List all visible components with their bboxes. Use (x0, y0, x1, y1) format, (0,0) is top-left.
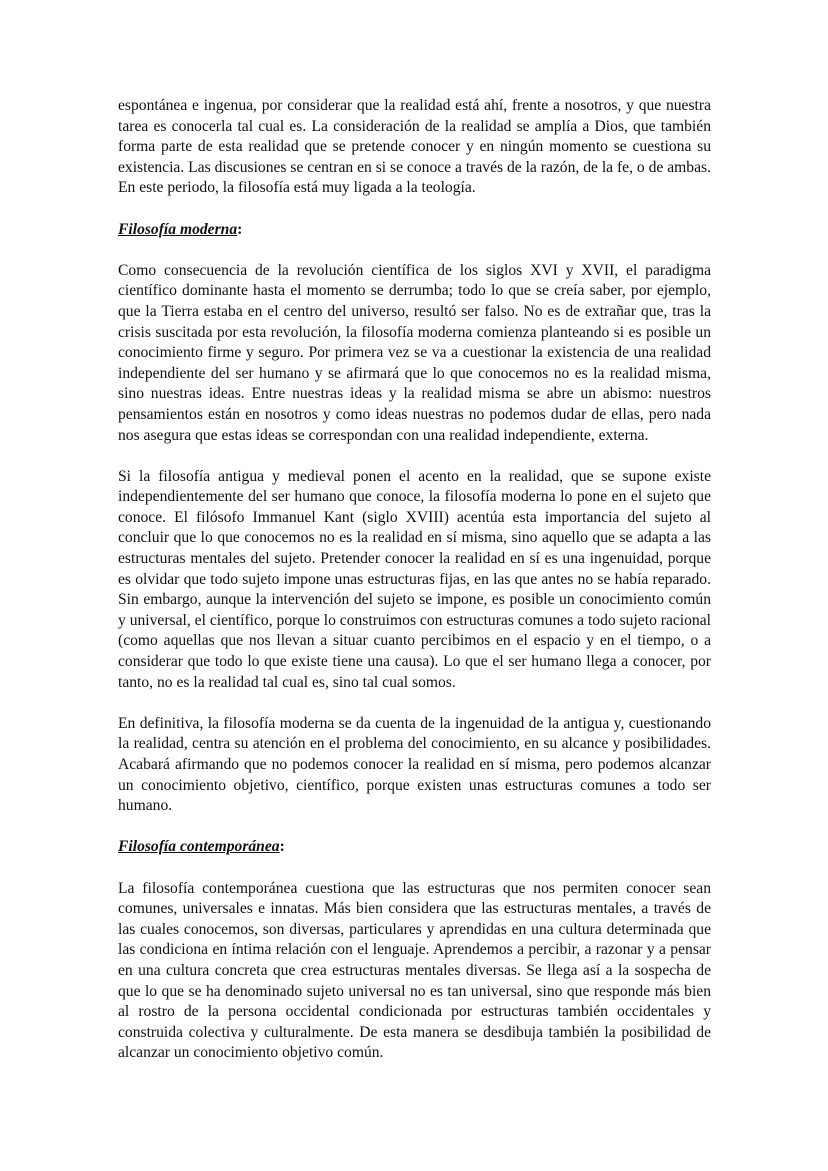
section-heading-moderna-colon: : (237, 220, 243, 238)
section-heading-moderna-text: Filosofía moderna (118, 220, 238, 238)
section-heading-contemporanea-text: Filosofía contemporánea (118, 838, 280, 856)
section-heading-contemporanea-colon: : (279, 838, 285, 856)
section-heading-contemporanea (118, 837, 711, 858)
contemporanea-paragraph-1: La filosofía contemporánea cuestiona que las estructuras que nos permiten conocer sean comunes, universales e innatas. Más bien considera que las estructuras mentales, a través de las cuales conocemos, son diversas, particulares y aprendidas en una cultura determinada que las condiciona en íntima relación con el lenguaje. Aprendemos a percibir, a razonar y a pensar en una cultura concreta que crea estructuras mentales diversas. Se llega así a la sospecha de que lo que se ha denominado sujeto universal no es tan universal, sino que responde más bien al rostro de la persona occidental condicionada por estructuras también occidentales y construida colectiva y culturalmente. De esta manera se desdibuja también la posibilidad de alcanzar un conocimiento objetivo común. (118, 879, 711, 1062)
moderna-paragraph-1: Como consecuencia de la revolución científica de los siglos XVI y XVII, el paradigma científico dominante hasta el momento se derrumba; todo lo que se creía saber, por ejemplo, que la Tierra estaba en el centro del universo, resultó ser falso. No es de extrañar que, tras la crisis suscitada por esta revolución, la filosofía moderna comienza planteando si es posible un conocimiento firme y seguro. Por primera vez se va a cuestionar la existencia de una realidad independiente del ser humano y se afirmará que lo que conocemos no es la realidad misma, sino nuestras ideas. Entre nuestras ideas y la realidad misma se abre un abismo: nuestros pensamientos están en nosotros y como ideas nuestras no podemos dudar de ellas, pero nada nos asegura que estas ideas se correspondan con una realidad independiente, externa. (118, 261, 711, 444)
intro-paragraph: espontánea e ingenua, por considerar que la realidad está ahí, frente a nosotros, y que nuestra tarea es conocerla tal cual es. La consideración de la realidad se amplía a Dios, que también forma parte de esta realidad que se pretende conocer y en ningún momento se cuestiona su existencia. Las discusiones se centran en si se conoce a través de la razón, de la fe, o de ambas. En este periodo, la filosofía está muy ligada a la teología. (118, 97, 711, 197)
section-heading-moderna (118, 220, 711, 241)
moderna-paragraph-2: Si la filosofía antigua y medieval ponen el acento en la realidad, que se supone existe independientemente del ser humano que conoce, la filosofía moderna lo pone en el sujeto que conoce. El filósofo Immanuel Kant (siglo XVIII) acentúa esta importancia del sujeto al concluir que lo que conocemos no es la realidad en sí misma, sino aquello que se adapta a las estructuras mentales del sujeto. Pretender conocer la realidad en sí es una ingenuidad, porque es olvidar que todo sujeto impone unas estructuras fijas, en las que antes no se había reparado. Sin embargo, aunque la intervención del sujeto se impone, es posible un conocimiento común y universal, el científico, porque lo construimos con estructuras comunes a todo sujeto racional (como aquellas que nos llevan a situar cuanto percibimos en el espacio y en el tiempo, o a considerar que todo lo que existe tiene una causa). Lo que el ser humano llega a conocer, por tanto, no es la realidad tal cual es, sino tal cual somos. (118, 467, 711, 691)
document-page (118, 96, 711, 1085)
moderna-paragraph-3: En definitiva, la filosofía moderna se da cuenta de la ingenuidad de la antigua y, cuestionando la realidad, centra su atención en el problema del conocimiento, en su alcance y posibilidades. Acabará afirmando que no podemos conocer la realidad en sí misma, pero podemos alcanzar un conocimiento objetivo, científico, porque existen unas estructuras comunes a todo ser humano. (118, 714, 711, 815)
